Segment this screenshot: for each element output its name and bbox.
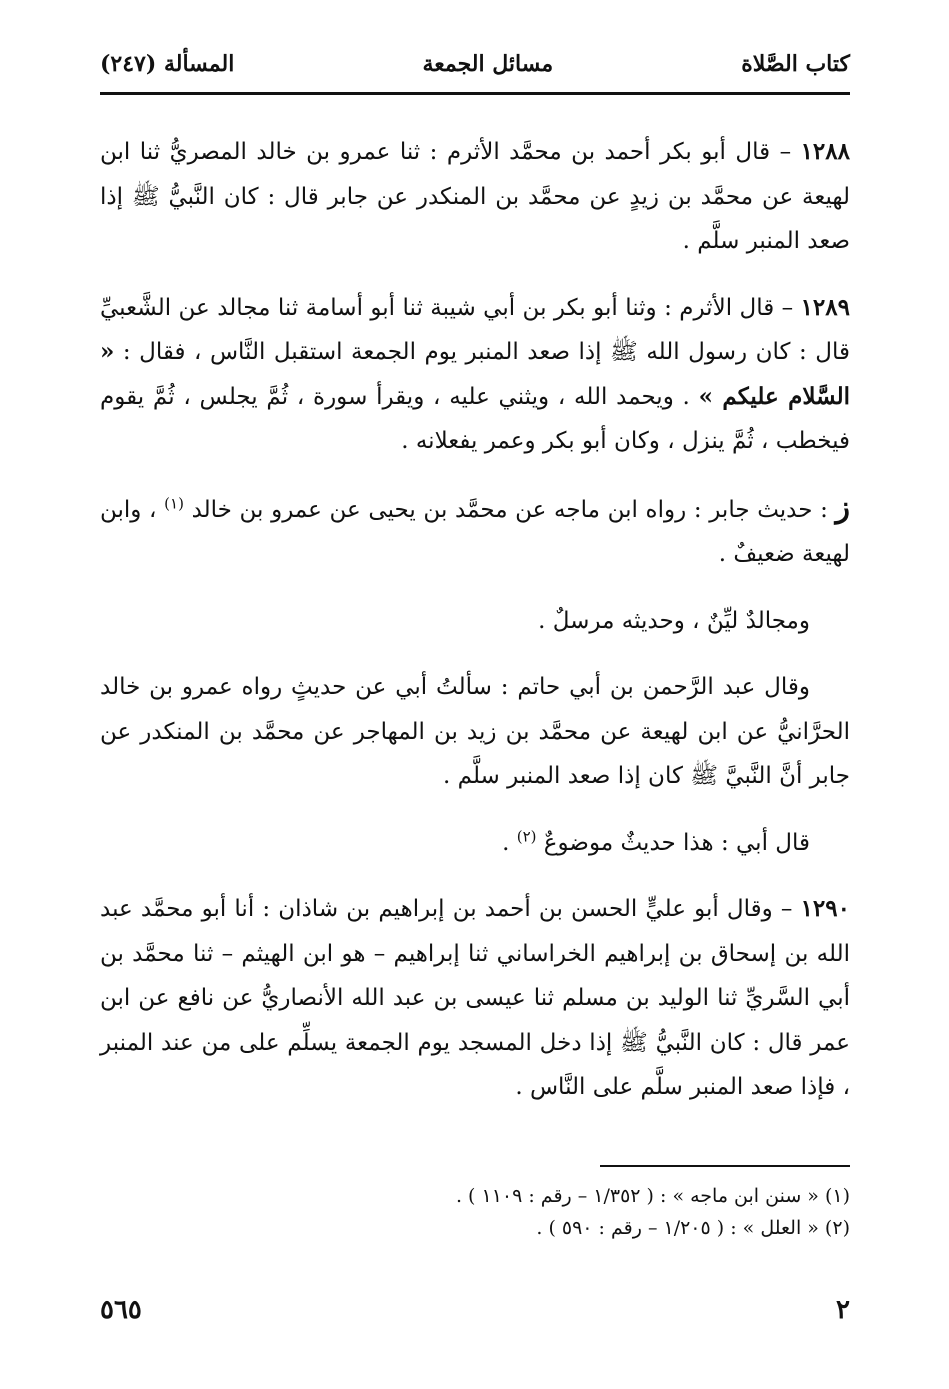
paragraph-text: ، وابن لهيعة ضعيفٌ . xyxy=(100,496,850,567)
header-rule xyxy=(100,92,850,95)
footnote-1: (١) « سنن ابن ماجه » : ( ١/٣٥٢ – رقم : ١١٠٩ ) . xyxy=(455,1185,850,1207)
commentary-mark: ز xyxy=(835,489,851,525)
paragraph-text: قال أبي : هذا حديثٌ موضوعٌ xyxy=(536,829,810,856)
hadith-number: ١٢٩٠ xyxy=(800,895,850,922)
chapter-title: مسائل الجمعة xyxy=(422,51,554,77)
footnote-ref-2[interactable]: (٢) xyxy=(516,826,537,845)
running-header xyxy=(100,44,850,84)
footnote-2: (٢) « العلل » : ( ١/٢٠٥ – رقم : ٥٩٠ ) . xyxy=(536,1217,850,1239)
paragraph-ibn-abi-hatim: وقال عبد الرَّحمن بن أبي حاتم : سألتُ أبي عن حديثٍ رواه عمرو بن خالد الحرَّانيُّ عن ابن لهيعة عن محمَّد بن زيد بن المهاجر عن محمَّد بن المنكدر عن جابر أنَّ النَّبيَّ ﷺ كان إذا صعد المنبر سلَّم . xyxy=(100,674,850,789)
volume-number: ٢ xyxy=(836,1295,850,1325)
paragraph-text: : حديث جابر : رواه ابن ماجه عن محمَّد بن يحيى عن عمرو بن خالد xyxy=(183,496,836,523)
paragraph-text: . ويحمد الله ، ويثني عليه ، ويقرأ سورة ، ثُمَّ يجلس ، ثُمَّ يقوم فيخطب ، ثُمَّ ينزل ، وكان أبو بكر وعمر يفعلانه . xyxy=(100,383,850,454)
footnotes xyxy=(100,1180,850,1244)
footnote-rule xyxy=(600,1165,850,1167)
hadith-number: ١٢٨٨ xyxy=(800,138,850,165)
page-footer xyxy=(100,1290,850,1330)
book-title: كتاب الصَّلاة xyxy=(741,51,850,77)
page-number: ٥٦٥ xyxy=(100,1295,142,1325)
paragraph-commentary xyxy=(100,486,850,577)
paragraph-text: – قال الأثرم : وثنا أبو بكر بن أبي شيبة ثنا أبو أسامة ثنا مجالد عن الشَّعبيِّ قال : كان رسول الله ﷺ إذا صعد المنبر يوم الجمعة استقبل النَّاس ، فقال : xyxy=(100,294,850,365)
main-text xyxy=(100,130,850,1132)
paragraph-text: . xyxy=(502,829,517,856)
paragraph-text: – وقال أبو عليٍّ الحسن بن أحمد بن إبراهيم بن شاذان : أنا أبو محمَّد عبد الله بن إسحاق بن إبراهيم الخراساني ثنا إبراهيم – هو ابن الهيثم – ثنا محمَّد بن أبي السَّريِّ ثنا الوليد بن مسلم ثنا عيسى بن عبد الله الأنصاريُّ عن نافع عن ابن عمر قال : كان النَّبيُّ ﷺ إذا دخل المسجد يوم الجمعة يسلِّم على من عند المنبر ، فإذا صعد المنبر سلَّم على النَّاس . xyxy=(100,896,850,1100)
paragraph-text: – قال أبو بكر أحمد بن محمَّد الأثرم : ثنا عمرو بن خالد المصريُّ ثنا ابن لهيعة عن محمَّد بن زيدٍ عن محمَّد بن المنكدر عن جابر قال : كان النَّبيُّ ﷺ إذا صعد المنبر سلَّم . xyxy=(100,139,850,254)
paragraph-mujalid: ومجالدٌ ليِّنٌ ، وحديثه مرسلٌ . xyxy=(538,607,810,634)
paragraph-abi-said xyxy=(100,821,850,866)
footnote-ref-1[interactable]: (١) xyxy=(164,493,184,512)
issue-number: المسألة (٢٤٧) xyxy=(100,51,235,77)
quoted-greeting: « السَّلام عليكم » xyxy=(100,338,851,410)
hadith-number: ١٢٨٩ xyxy=(800,293,850,321)
paragraph-1290 xyxy=(100,887,850,1110)
paragraph-1289 xyxy=(100,286,850,464)
paragraph-1288 xyxy=(100,130,850,264)
